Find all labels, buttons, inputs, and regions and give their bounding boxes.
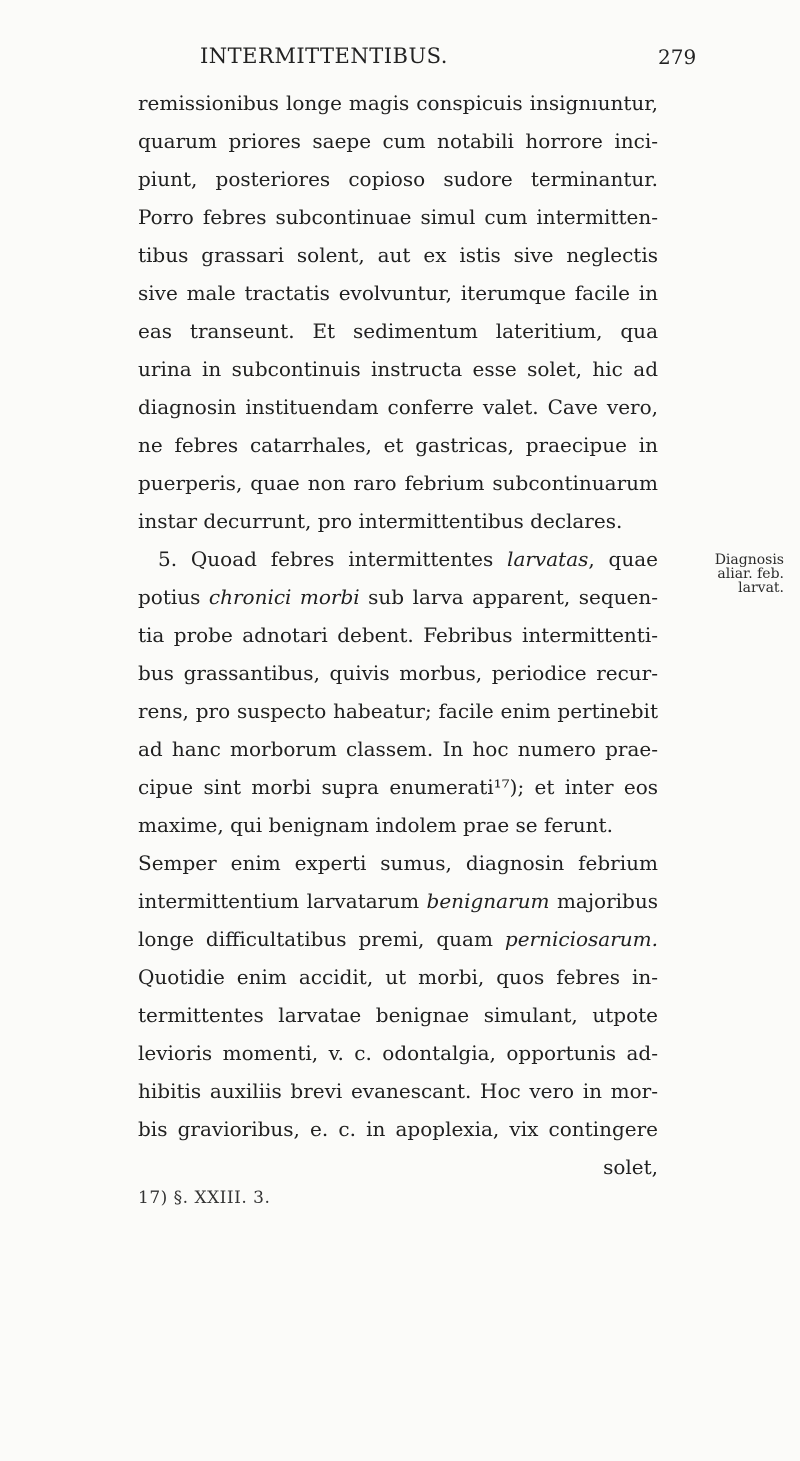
- marginal-note-line: larvat.: [738, 580, 784, 596]
- page-number: 279: [658, 45, 697, 69]
- paragraph-5-line-2: potius chronici morbi sub larva apparent, sequen-: [138, 585, 658, 609]
- text-line: sive male tractatis evolvuntur, iterumque facile in: [138, 281, 658, 305]
- text-line-perniciosarum: longe difficultatibus premi, quam perniciosarum.: [138, 927, 658, 951]
- text-line: ad hanc morborum classem. In hoc numero prae-: [138, 737, 658, 761]
- text-line: rens, pro suspecto habeatur; facile enim pertinebit: [138, 699, 658, 723]
- page-header: [0, 44, 800, 74]
- text-line: Porro febres subcontinuae simul cum intermitten-: [138, 205, 658, 229]
- emphasis-larvatas: larvatas: [507, 547, 589, 571]
- text-line: piunt, posteriores copioso sudore terminantur.: [138, 167, 658, 191]
- text-line: ne febres catarrhales, et gastricas, praecipue in: [138, 433, 658, 457]
- text-line: hibitis auxiliis brevi evanescant. Hoc vero in mor-: [138, 1079, 658, 1103]
- text-line: tibus grassari solent, aut ex istis sive neglectis: [138, 243, 658, 267]
- text-line: maxime, qui benignam indolem prae se ferunt.: [138, 813, 613, 837]
- text-line: eas transeunt. Et sedimentum lateritium, qua: [138, 319, 658, 343]
- marginal-note: [684, 553, 784, 595]
- emphasis-benignarum: benignarum: [426, 889, 550, 913]
- text-line: instar decurrunt, pro intermittentibus declares.: [138, 509, 623, 533]
- text-line: bis gravioribus, e. c. in apoplexia, vix contingere: [138, 1117, 658, 1141]
- marginal-note-line: Diagnosis: [714, 552, 784, 568]
- text-line: Semper enim experti sumus, diagnosin febrium: [138, 851, 658, 875]
- emphasis-perniciosarum: perniciosarum.: [504, 927, 658, 951]
- text-line: tia probe adnotari debent. Febribus intermittenti-: [138, 623, 658, 647]
- text-line: levioris momenti, v. c. odontalgia, opportunis ad-: [138, 1041, 658, 1065]
- text-line-benignarum: intermittentium larvatarum benignarum majoribus: [138, 889, 658, 913]
- text-line: puerperis, quae non raro febrium subcontinuarum: [138, 471, 658, 495]
- catchword: solet,: [603, 1155, 658, 1179]
- text-line: diagnosin instituendam conferre valet. Cave vero,: [138, 395, 658, 419]
- text-line: termittentes larvatae benignae simulant, utpote: [138, 1003, 658, 1027]
- marginal-note-line: aliar. feb.: [717, 566, 784, 582]
- footnote: 17) §. XXIII. 3.: [138, 1188, 271, 1208]
- text-line: quarum priores saepe cum notabili horrore inci-: [138, 129, 658, 153]
- text-line: urina in subcontinuis instructa esse solet, hic ad: [138, 357, 658, 381]
- paragraph-5-line-1: 5. Quoad febres intermittentes larvatas, quae: [158, 547, 658, 571]
- text-line: remissionibus longe magis conspicuis insignıuntur,: [138, 91, 658, 115]
- emphasis-chronici-morbi: chronici morbi: [208, 585, 360, 609]
- running-title: INTERMITTENTIBUS.: [200, 44, 448, 68]
- text-line: Quotidie enim accidit, ut morbi, quos febres in-: [138, 965, 658, 989]
- text-line: bus grassantibus, quivis morbus, periodice recur-: [138, 661, 658, 685]
- text-line: cipue sint morbi supra enumerati¹⁷); et inter eos: [138, 775, 658, 799]
